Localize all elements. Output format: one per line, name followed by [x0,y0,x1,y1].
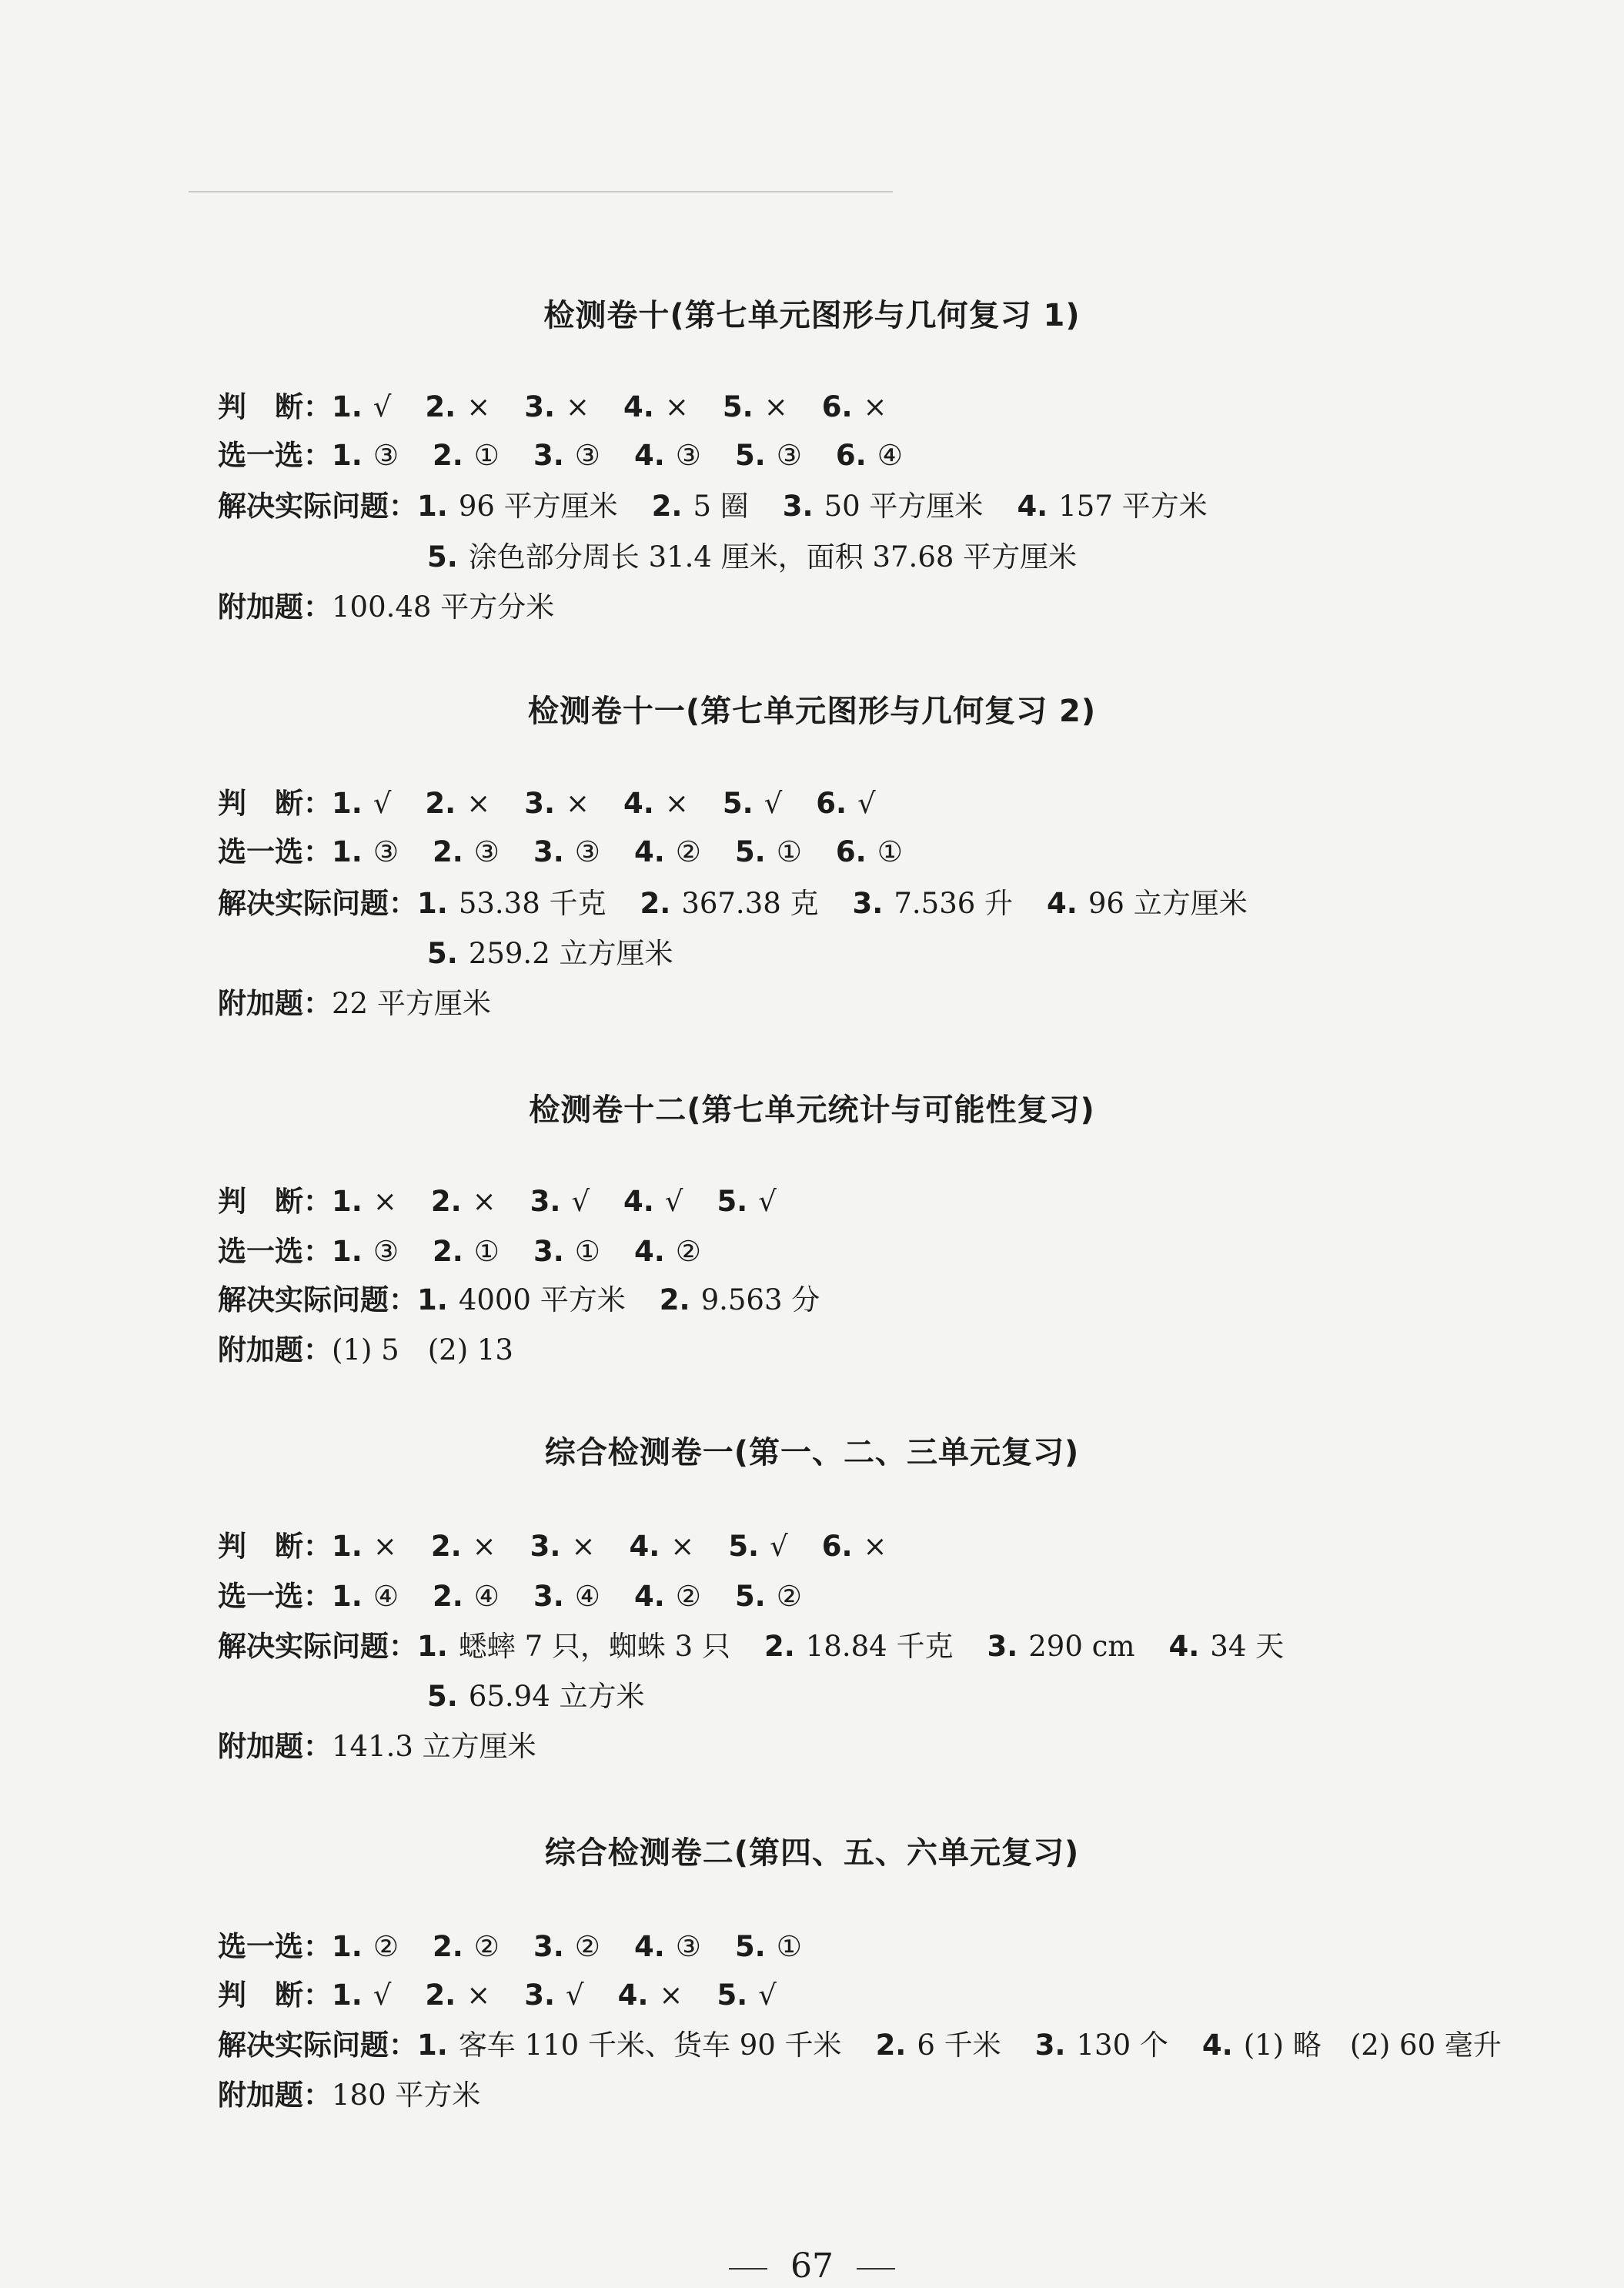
answer-item [634,834,701,871]
section-title: 综合检测卷一(第一、二、三单元复习) [544,1435,1080,1470]
answer-item [433,1233,500,1270]
answer-line-label: 选一选： [218,1235,332,1268]
answer-line [218,589,588,626]
answer-item-number: 5. [722,787,754,820]
answer-item [530,1183,590,1220]
answer-item-value: 34 天 [1210,1630,1285,1663]
answer-item-number: 4. [617,1979,649,2012]
answer-line [427,935,707,972]
answer-item-number: 3. [533,1235,564,1268]
answer-item-value: √ [566,1979,584,2012]
answer-item-value: × [566,390,590,423]
answer-item-number: 1. [417,1630,448,1663]
answer-item-number: 2. [764,1630,795,1663]
answer-item [836,437,903,474]
answer-item [417,1628,730,1665]
answer-item-value: ① [574,1235,600,1268]
answer-item [533,1233,600,1270]
answer-item [332,1578,399,1615]
answer-item-value: × [863,1530,887,1563]
answer-item-number: 3. [530,1185,561,1218]
answer-item-number: 3. [533,439,564,472]
answer-item [524,389,590,426]
answer-item-value: (1) 5 (2) 13 [332,1333,513,1366]
answer-item-number: 2. [432,439,463,472]
answer-item-number: 3. [530,1530,561,1563]
answer-item-value: 157 平方米 [1058,490,1208,523]
answer-line [218,1628,1318,1665]
answer-item-number: 2. [425,787,456,820]
answer-item-value: 客车 110 千米、货车 90 千米 [458,2029,842,2062]
answer-item [822,1528,887,1565]
answer-line [218,1183,810,1220]
answer-line [218,1728,570,1765]
answer-line-label: 判 断： [218,1979,332,2012]
answer-item-value: √ [857,787,876,820]
answer-line [218,1928,836,1965]
answer-item [332,2077,480,2114]
answer-item [634,1928,701,1965]
answer-line-label: 解决实际问题： [218,1630,417,1663]
answer-item [623,1183,683,1220]
answer-item [433,1578,500,1615]
answer-item [332,1183,397,1220]
answer-item-value: ③ [675,1930,701,1963]
answer-item-number: 4. [633,1235,665,1268]
answer-item-number: 4. [1017,490,1048,523]
answer-item [836,834,903,871]
answer-item [735,834,802,871]
answer-item [417,488,618,525]
answer-item-number: 4. [1047,887,1078,920]
answer-item-number: 3. [524,390,556,423]
answer-item-value: ③ [675,439,701,472]
answer-item-value: 130 个 [1076,2029,1168,2062]
answer-item [735,437,802,474]
answer-line-label: 判 断： [218,1530,332,1563]
answer-line-label: 解决实际问题： [218,490,417,523]
page-number-footer [0,2246,1624,2286]
section-title: 检测卷十(第七单元图形与几何复习 1) [543,298,1081,333]
page-number-dash-left [729,2268,767,2270]
answer-item-value: × [466,1979,491,2012]
answer-item-number: 4. [633,439,665,472]
answer-item-value: ① [776,1930,802,1963]
answer-item [332,589,554,626]
answer-item [876,2027,1001,2064]
answer-item-number: 1. [332,1580,363,1613]
answer-item [332,1528,397,1565]
answer-item-number: 4. [623,787,654,820]
answer-item-number: 2. [659,1283,690,1316]
answer-item-number: 1. [332,439,363,472]
answer-item [425,1977,490,2014]
answer-line-label: 附加题： [218,1730,332,1763]
answer-line [218,985,525,1022]
answer-item-number: 4. [1168,1630,1200,1663]
answer-item [723,389,788,426]
answer-item-value: × [670,1530,695,1563]
answer-item [533,1578,600,1615]
answer-item [417,885,606,922]
answer-item [533,834,600,871]
answer-item-number: 2. [430,1185,462,1218]
answer-item-number: 5. [427,540,458,574]
answer-line-label: 附加题： [218,590,332,624]
answer-item-number: 3. [533,1930,564,1963]
answer-item-value: 蟋蟀 7 只，蜘蛛 3 只 [458,1630,730,1663]
answer-item-number: 1. [417,887,448,920]
answer-item-value: ② [776,1580,802,1613]
answer-item-value: × [373,1530,397,1563]
answer-item [634,1578,701,1615]
answer-line [218,785,910,822]
answer-item-value: ③ [574,835,600,868]
answer-item [433,1928,500,1965]
answer-item-value: ① [473,1235,500,1268]
answer-item-number: 4. [633,1580,665,1613]
answer-item [524,785,590,822]
answer-item-value: 18.84 千克 [805,1630,954,1663]
answer-item [427,539,1077,576]
answer-item-value: 180 平方米 [332,2079,481,2112]
answer-item [332,1728,536,1765]
answer-item [764,1628,954,1665]
answer-item-number: 5. [717,1979,748,2012]
answer-item-value: 96 立方厘米 [1088,887,1248,920]
answer-item-number: 1. [332,1185,363,1218]
answer-item-value: √ [373,1979,392,2012]
answer-item [652,488,749,525]
answer-line-label: 判 断： [218,390,332,423]
answer-item-number: 6. [821,1530,853,1563]
answer-item-value: √ [373,787,392,820]
answer-item-value: ④ [473,1580,500,1613]
answer-item-value: 22 平方厘米 [332,987,491,1020]
answer-line-label: 选一选： [218,835,332,868]
answer-line [218,2077,514,2114]
section-title: 检测卷十二(第七单元统计与可能性复习) [529,1092,1095,1128]
answer-item [530,1528,596,1565]
answer-item [634,1233,701,1270]
answer-item-number: 1. [332,390,363,423]
answer-item-value: 290 cm [1028,1630,1135,1663]
answer-item-number: 2. [432,1930,463,1963]
answer-item-number: 5. [734,439,766,472]
answer-item-value: × [472,1185,496,1218]
answer-item-value: × [373,1185,397,1218]
answer-item [332,437,399,474]
answer-item [431,1528,496,1565]
answer-item-value: ④ [373,1580,399,1613]
answer-line [427,1678,679,1715]
answer-item-value: × [466,787,491,820]
answer-item-number: 4. [633,835,665,868]
answer-item-number: 1. [332,835,363,868]
answer-item-value: 96 平方厘米 [458,490,618,523]
answer-item-number: 6. [835,439,867,472]
answer-line-label: 附加题： [218,987,332,1020]
answer-item-number: 2. [651,490,683,523]
answer-item-number: 1. [417,2029,448,2062]
answer-item [1047,885,1248,922]
answer-item-value: √ [758,1979,777,2012]
answer-line-label: 判 断： [218,787,332,820]
answer-item-value: × [472,1530,496,1563]
answer-item-number: 3. [852,887,884,920]
answer-item-number: 1. [332,1979,363,2012]
answer-item-number: 1. [417,1283,448,1316]
answer-line-label: 附加题： [218,1333,332,1366]
answer-item-value: ③ [373,1235,399,1268]
answer-item [623,785,689,822]
answer-item [1202,2027,1502,2064]
answer-item [717,1977,776,2014]
answer-item-value: 9.563 分 [700,1283,820,1316]
answer-item [783,488,984,525]
answer-item-value: 65.94 立方米 [468,1680,645,1713]
answer-item-value: × [664,787,689,820]
answer-item-value: × [466,390,491,423]
top-divider [189,191,893,192]
answer-item-number: 5. [734,1930,766,1963]
answer-item [640,885,819,922]
answer-item [853,885,1014,922]
answer-item-value: ② [675,1580,701,1613]
answer-item [723,785,782,822]
answer-line [218,885,1281,922]
answer-item-number: 5. [734,835,766,868]
answer-item-value: 7.536 升 [894,887,1014,920]
answer-item-number: 2. [640,887,671,920]
answer-line-label: 选一选： [218,1580,332,1613]
answer-line-label: 选一选： [218,439,332,472]
answer-line [218,1282,854,1319]
answer-item [728,1528,787,1565]
answer-item-number: 5. [734,1580,766,1613]
answer-item [822,389,887,426]
answer-item-value: ① [776,835,802,868]
answer-item-value: 6 千米 [917,2029,1001,2062]
answer-item-value: 5 圈 [693,490,749,523]
answer-item [1168,1628,1284,1665]
answer-item-number: 2. [432,1580,463,1613]
answer-item-number: 6. [821,390,853,423]
answer-item-number: 1. [417,490,448,523]
answer-item-value: (1) 略 (2) 60 毫升 [1243,2029,1502,2062]
answer-item-number: 3. [782,490,814,523]
answer-line [427,539,1111,576]
answer-item [431,1183,496,1220]
answer-item-number: 4. [629,1530,660,1563]
answer-item [735,1928,802,1965]
answer-item-value: × [764,390,788,423]
answer-line [218,1578,836,1615]
answer-line-label: 解决实际问题： [218,887,417,920]
answer-item-number: 3. [533,835,564,868]
answer-item-value: ② [473,1930,500,1963]
answer-item-value: √ [571,1185,590,1218]
answer-item [1035,2027,1168,2064]
page-number: 67 [790,2246,834,2286]
answer-item [425,389,490,426]
answer-line-label: 解决实际问题： [218,2029,417,2062]
answer-item-number: 6. [835,835,867,868]
answer-item-value: ③ [373,439,399,472]
answer-line [218,437,937,474]
answer-item-value: 367.38 克 [681,887,819,920]
section-title: 综合检测卷二(第四、五、六单元复习) [544,1835,1080,1871]
answer-line [218,1233,735,1270]
answer-item-number: 4. [623,1185,654,1218]
answer-item-value: ③ [574,439,600,472]
answer-line [218,488,1241,525]
answer-item-number: 5. [717,1185,748,1218]
answer-item-value: √ [770,1530,788,1563]
answer-item-number: 3. [1034,2029,1066,2062]
answer-item [332,1332,513,1369]
answer-item-value: 100.48 平方分米 [332,590,555,624]
answer-item-number: 2. [432,1235,463,1268]
answer-item-number: 1. [332,1530,363,1563]
answer-item-number: 5. [728,1530,760,1563]
answer-item-value: √ [758,1185,777,1218]
answer-item [332,1928,399,1965]
answer-item-value: 涂色部分周长 31.4 厘米，面积 37.68 平方厘米 [468,540,1078,574]
answer-item [433,437,500,474]
answer-line [218,834,937,871]
answer-item-number: 1. [332,1235,363,1268]
answer-item [332,985,491,1022]
answer-item [332,834,399,871]
answer-item [427,935,673,972]
answer-line [218,1528,921,1565]
answer-item [816,785,875,822]
answer-item-number: 6. [816,787,847,820]
answer-item [533,437,600,474]
answer-item [1017,488,1207,525]
answer-item [332,1233,399,1270]
answer-item [332,389,391,426]
answer-item-value: 50 平方厘米 [824,490,984,523]
answer-item [629,1528,694,1565]
answer-item [717,1183,776,1220]
answer-item-value: ④ [574,1580,600,1613]
answer-line-label: 判 断： [218,1185,332,1218]
answer-item-value: × [566,787,590,820]
answer-item [735,1578,802,1615]
answer-item-value: 259.2 立方厘米 [468,937,673,970]
answer-item-value: 4000 平方米 [458,1283,626,1316]
answer-item [987,1628,1134,1665]
answer-item [524,1977,583,2014]
answer-item-value: √ [764,787,783,820]
answer-item-number: 2. [875,2029,907,2062]
answer-item-number: 1. [332,787,363,820]
answer-line-label: 解决实际问题： [218,1283,417,1316]
answer-item-number: 5. [722,390,754,423]
answer-item [660,1282,820,1319]
answer-item-value: ④ [877,439,903,472]
answer-item-number: 3. [987,1630,1018,1663]
answer-item-number: 5. [427,937,458,970]
answer-line [218,1332,547,1369]
answer-item-number: 4. [633,1930,665,1963]
answer-item-number: 2. [432,835,463,868]
answer-item-value: 141.3 立方厘米 [332,1730,536,1763]
answer-item [332,1977,391,2014]
answer-item [425,785,490,822]
answer-item-value: ① [473,439,500,472]
answer-item-number: 1. [332,1930,363,1963]
answer-item-value: × [659,1979,683,2012]
answer-item [533,1928,600,1965]
answer-item-value: × [664,390,689,423]
answer-item-number: 4. [1201,2029,1233,2062]
answer-line [218,1977,810,2014]
answer-item-value: ③ [776,439,802,472]
answer-item-value: √ [664,1185,683,1218]
answer-item-value: × [571,1530,596,1563]
answer-item-value: ② [675,835,701,868]
answer-item-value: ② [574,1930,600,1963]
answer-item [623,389,689,426]
answer-item-number: 2. [425,390,456,423]
answer-item-value: ② [373,1930,399,1963]
answer-item [618,1977,683,2014]
answer-item-value: √ [373,390,392,423]
answer-item-number: 2. [425,1979,456,2012]
answer-line [218,389,921,426]
answer-item [433,834,500,871]
answer-item [417,1282,626,1319]
answer-item-value: ③ [373,835,399,868]
section-title: 检测卷十一(第七单元图形与几何复习 2) [527,694,1097,729]
answer-item-value: 53.38 千克 [458,887,606,920]
answer-item-value: ② [675,1235,701,1268]
answer-item [332,785,391,822]
answer-item-number: 5. [427,1680,458,1713]
answer-item [417,2027,842,2064]
answer-line-label: 选一选： [218,1930,332,1963]
answer-item [634,437,701,474]
answer-item-number: 3. [533,1580,564,1613]
answer-item-number: 3. [524,1979,556,2012]
answer-item-number: 4. [623,390,654,423]
answer-line-label: 附加题： [218,2079,332,2112]
answer-item-value: × [863,390,887,423]
page-number-dash-right [857,2268,895,2270]
answer-item-value: ① [877,835,903,868]
answer-item-number: 2. [430,1530,462,1563]
answer-item-value: ③ [473,835,500,868]
answer-line [218,2027,1535,2064]
answer-item [427,1678,645,1715]
answer-item-number: 3. [524,787,556,820]
